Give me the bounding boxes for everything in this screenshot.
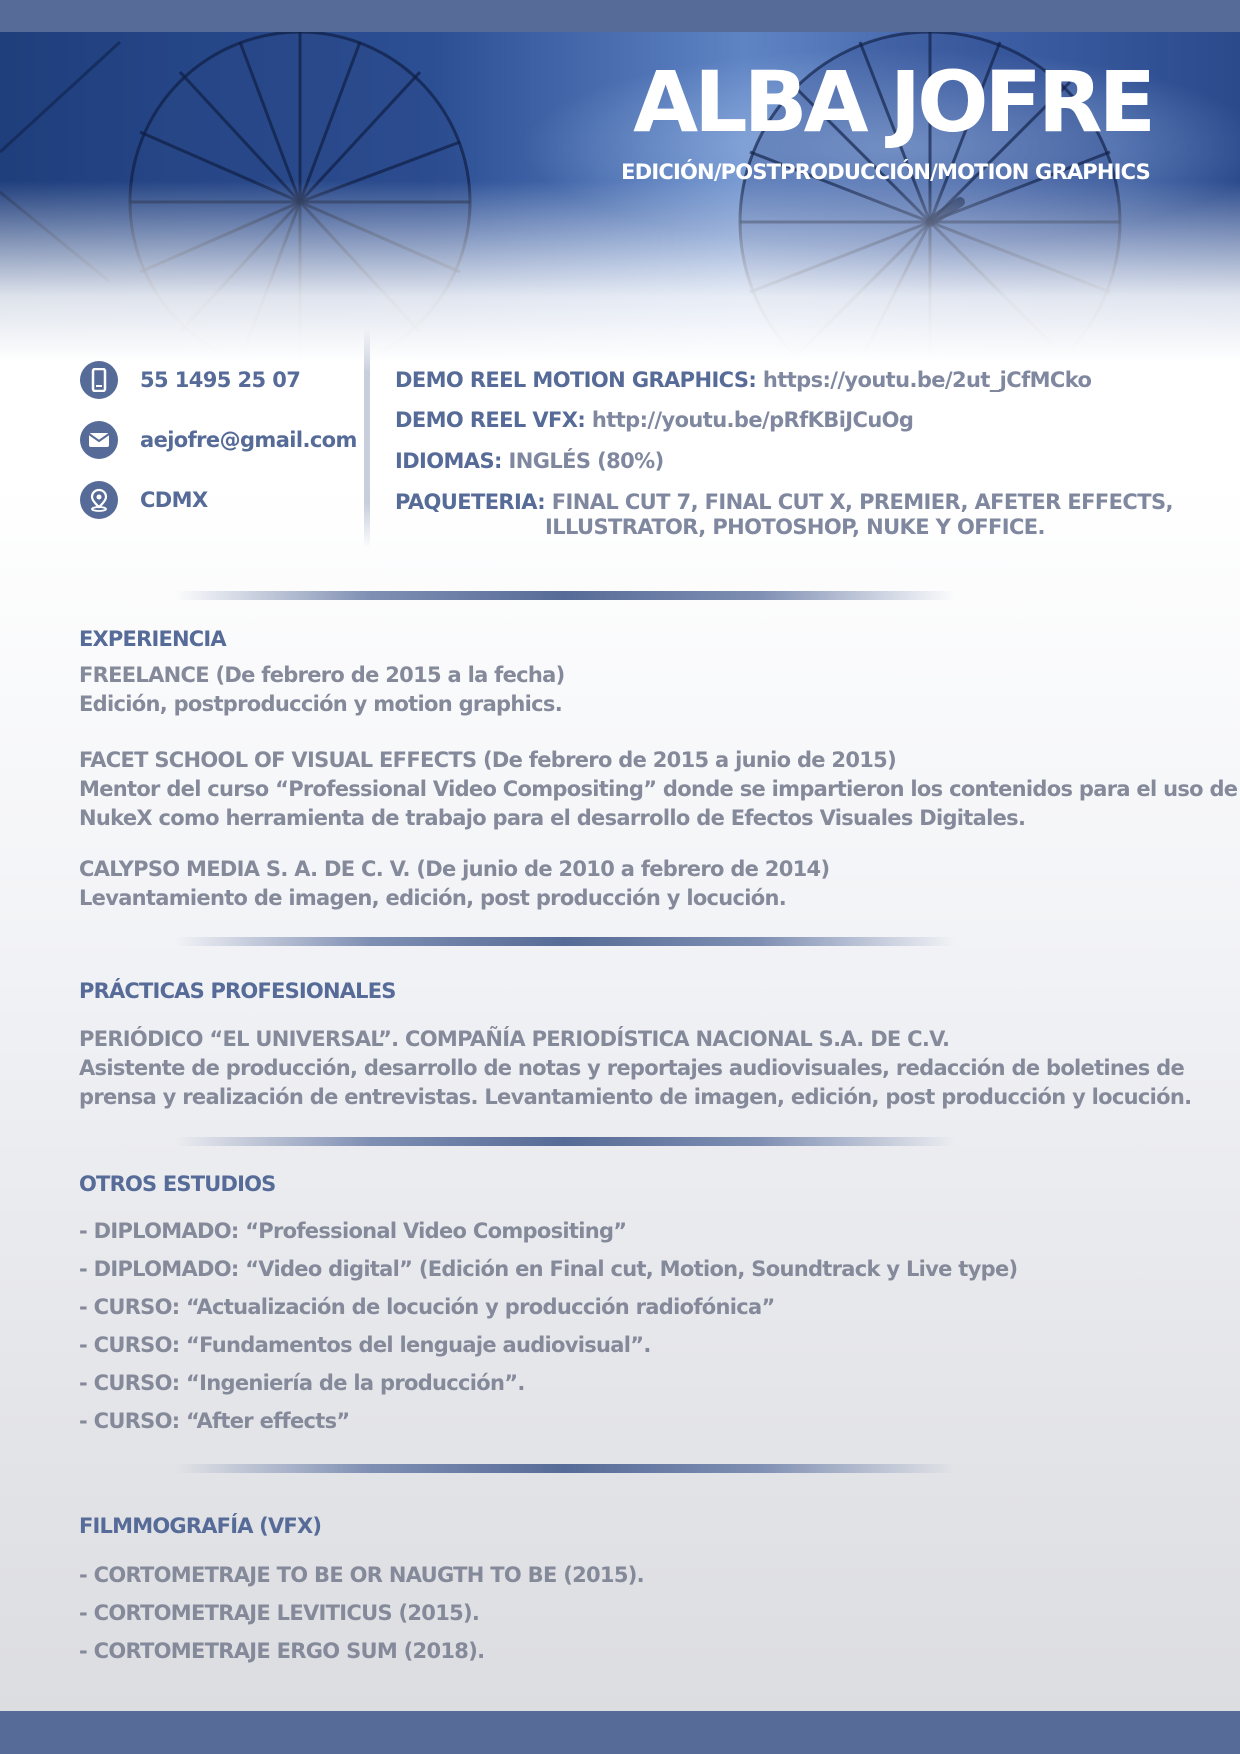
estudio-item: - DIPLOMADO: “Professional Video Compositing” xyxy=(79,1219,627,1243)
section-divider xyxy=(175,937,955,946)
otros-estudios-title: OTROS ESTUDIOS xyxy=(79,1172,276,1196)
paqueteria-value: FINAL CUT 7, FINAL CUT X, PREMIER, AFETER EFFECTS, xyxy=(551,490,1173,514)
estudio-item: - CURSO: “Actualización de locución y producción radiofónica” xyxy=(79,1295,775,1319)
candidate-name: ALBA JOFRE xyxy=(633,53,1152,151)
bottom-bar xyxy=(0,1711,1240,1754)
demo-reel-mg-label: DEMO REEL MOTION GRAPHICS: xyxy=(395,368,757,392)
demo-reel-mg-link[interactable]: https://youtu.be/2ut_jCfMCko xyxy=(762,368,1092,392)
estudio-item: - CURSO: “Ingeniería de la producción”. xyxy=(79,1371,525,1395)
paqueteria-value-2: ILLUSTRATOR, PHOTOSHOP, NUKE Y OFFICE. xyxy=(545,515,1045,539)
phone-icon xyxy=(80,361,118,399)
film-item: - CORTOMETRAJE TO BE OR NAUGTH TO BE (2015). xyxy=(79,1563,644,1587)
practicas-line: Asistente de producción, desarrollo de notas y reportajes audiovisuales, redacción de boletines de xyxy=(79,1056,1185,1080)
idiomas xyxy=(395,448,664,474)
email-address[interactable]: aejofre@gmail.com xyxy=(140,428,357,452)
paqueteria-label: PAQUETERIA: xyxy=(395,490,546,514)
job-title: EDICIÓN/POSTPRODUCCIÓN/MOTION GRAPHICS xyxy=(621,160,1150,184)
practicas-entry xyxy=(79,1025,1192,1112)
demo-reel-vfx-label: DEMO REEL VFX: xyxy=(395,408,586,432)
demo-reel-vfx xyxy=(395,407,913,433)
experiencia-line: FREELANCE (De febrero de 2015 a la fecha) xyxy=(79,663,565,687)
contact-phone-row xyxy=(80,361,300,399)
section-divider xyxy=(175,1137,955,1146)
paqueteria-continued xyxy=(545,514,1045,540)
phone-number[interactable]: 55 1495 25 07 xyxy=(140,368,301,392)
experiencia-line: Edición, postproducción y motion graphics. xyxy=(79,692,562,716)
contact-email-row xyxy=(80,421,357,459)
paqueteria xyxy=(395,489,1173,515)
experiencia-line: NukeX como herramienta de trabajo para el desarrollo de Efectos Visuales Digitales. xyxy=(79,806,1026,830)
idiomas-value: INGLÉS (80%) xyxy=(508,449,664,473)
idiomas-label: IDIOMAS: xyxy=(395,449,502,473)
experiencia-entry xyxy=(79,746,1238,833)
vertical-divider xyxy=(364,328,370,548)
experiencia-line: CALYPSO MEDIA S. A. DE C. V. (De junio de 2010 a febrero de 2014) xyxy=(79,857,830,881)
experiencia-entry xyxy=(79,855,1179,913)
estudio-item: - DIPLOMADO: “Video digital” (Edición en Final cut, Motion, Soundtrack y Live type) xyxy=(79,1257,1018,1281)
experiencia-title: EXPERIENCIA xyxy=(79,627,226,651)
section-divider xyxy=(175,591,955,600)
practicas-line: PERIÓDICO “EL UNIVERSAL”. COMPAÑÍA PERIODÍSTICA NACIONAL S.A. DE C.V. xyxy=(79,1027,950,1051)
film-item: - CORTOMETRAJE ERGO SUM (2018). xyxy=(79,1639,485,1663)
experiencia-line: Mentor del curso “Professional Video Compositing” donde se impartieron los contenidos para el uso de xyxy=(79,777,1238,801)
experiencia-line: Levantamiento de imagen, edición, post producción y locución. xyxy=(79,886,787,910)
practicas-line: prensa y realización de entrevistas. Levantamiento de imagen, edición, post producción y locución. xyxy=(79,1085,1192,1109)
experiencia-entry xyxy=(79,661,1179,719)
experiencia-line: FACET SCHOOL OF VISUAL EFFECTS (De febrero de 2015 a junio de 2015) xyxy=(79,748,896,772)
location-pin-icon xyxy=(80,481,118,519)
film-item: - CORTOMETRAJE LEVITICUS (2015). xyxy=(79,1601,480,1625)
estudio-item: - CURSO: “Fundamentos del lenguaje audiovisual”. xyxy=(79,1333,651,1357)
section-divider xyxy=(175,1464,955,1473)
estudio-item: - CURSO: “After effects” xyxy=(79,1409,350,1433)
practicas-title: PRÁCTICAS PROFESIONALES xyxy=(79,979,396,1003)
location: CDMX xyxy=(140,488,208,512)
contact-location-row xyxy=(80,481,208,519)
top-bar xyxy=(0,0,1240,32)
email-icon xyxy=(80,421,118,459)
demo-reel-vfx-link[interactable]: http://youtu.be/pRfKBiJCuOg xyxy=(591,408,914,432)
filmografia-title: FILMMOGRAFÍA (VFX) xyxy=(79,1514,322,1538)
demo-reel-motion-graphics xyxy=(395,367,1091,393)
